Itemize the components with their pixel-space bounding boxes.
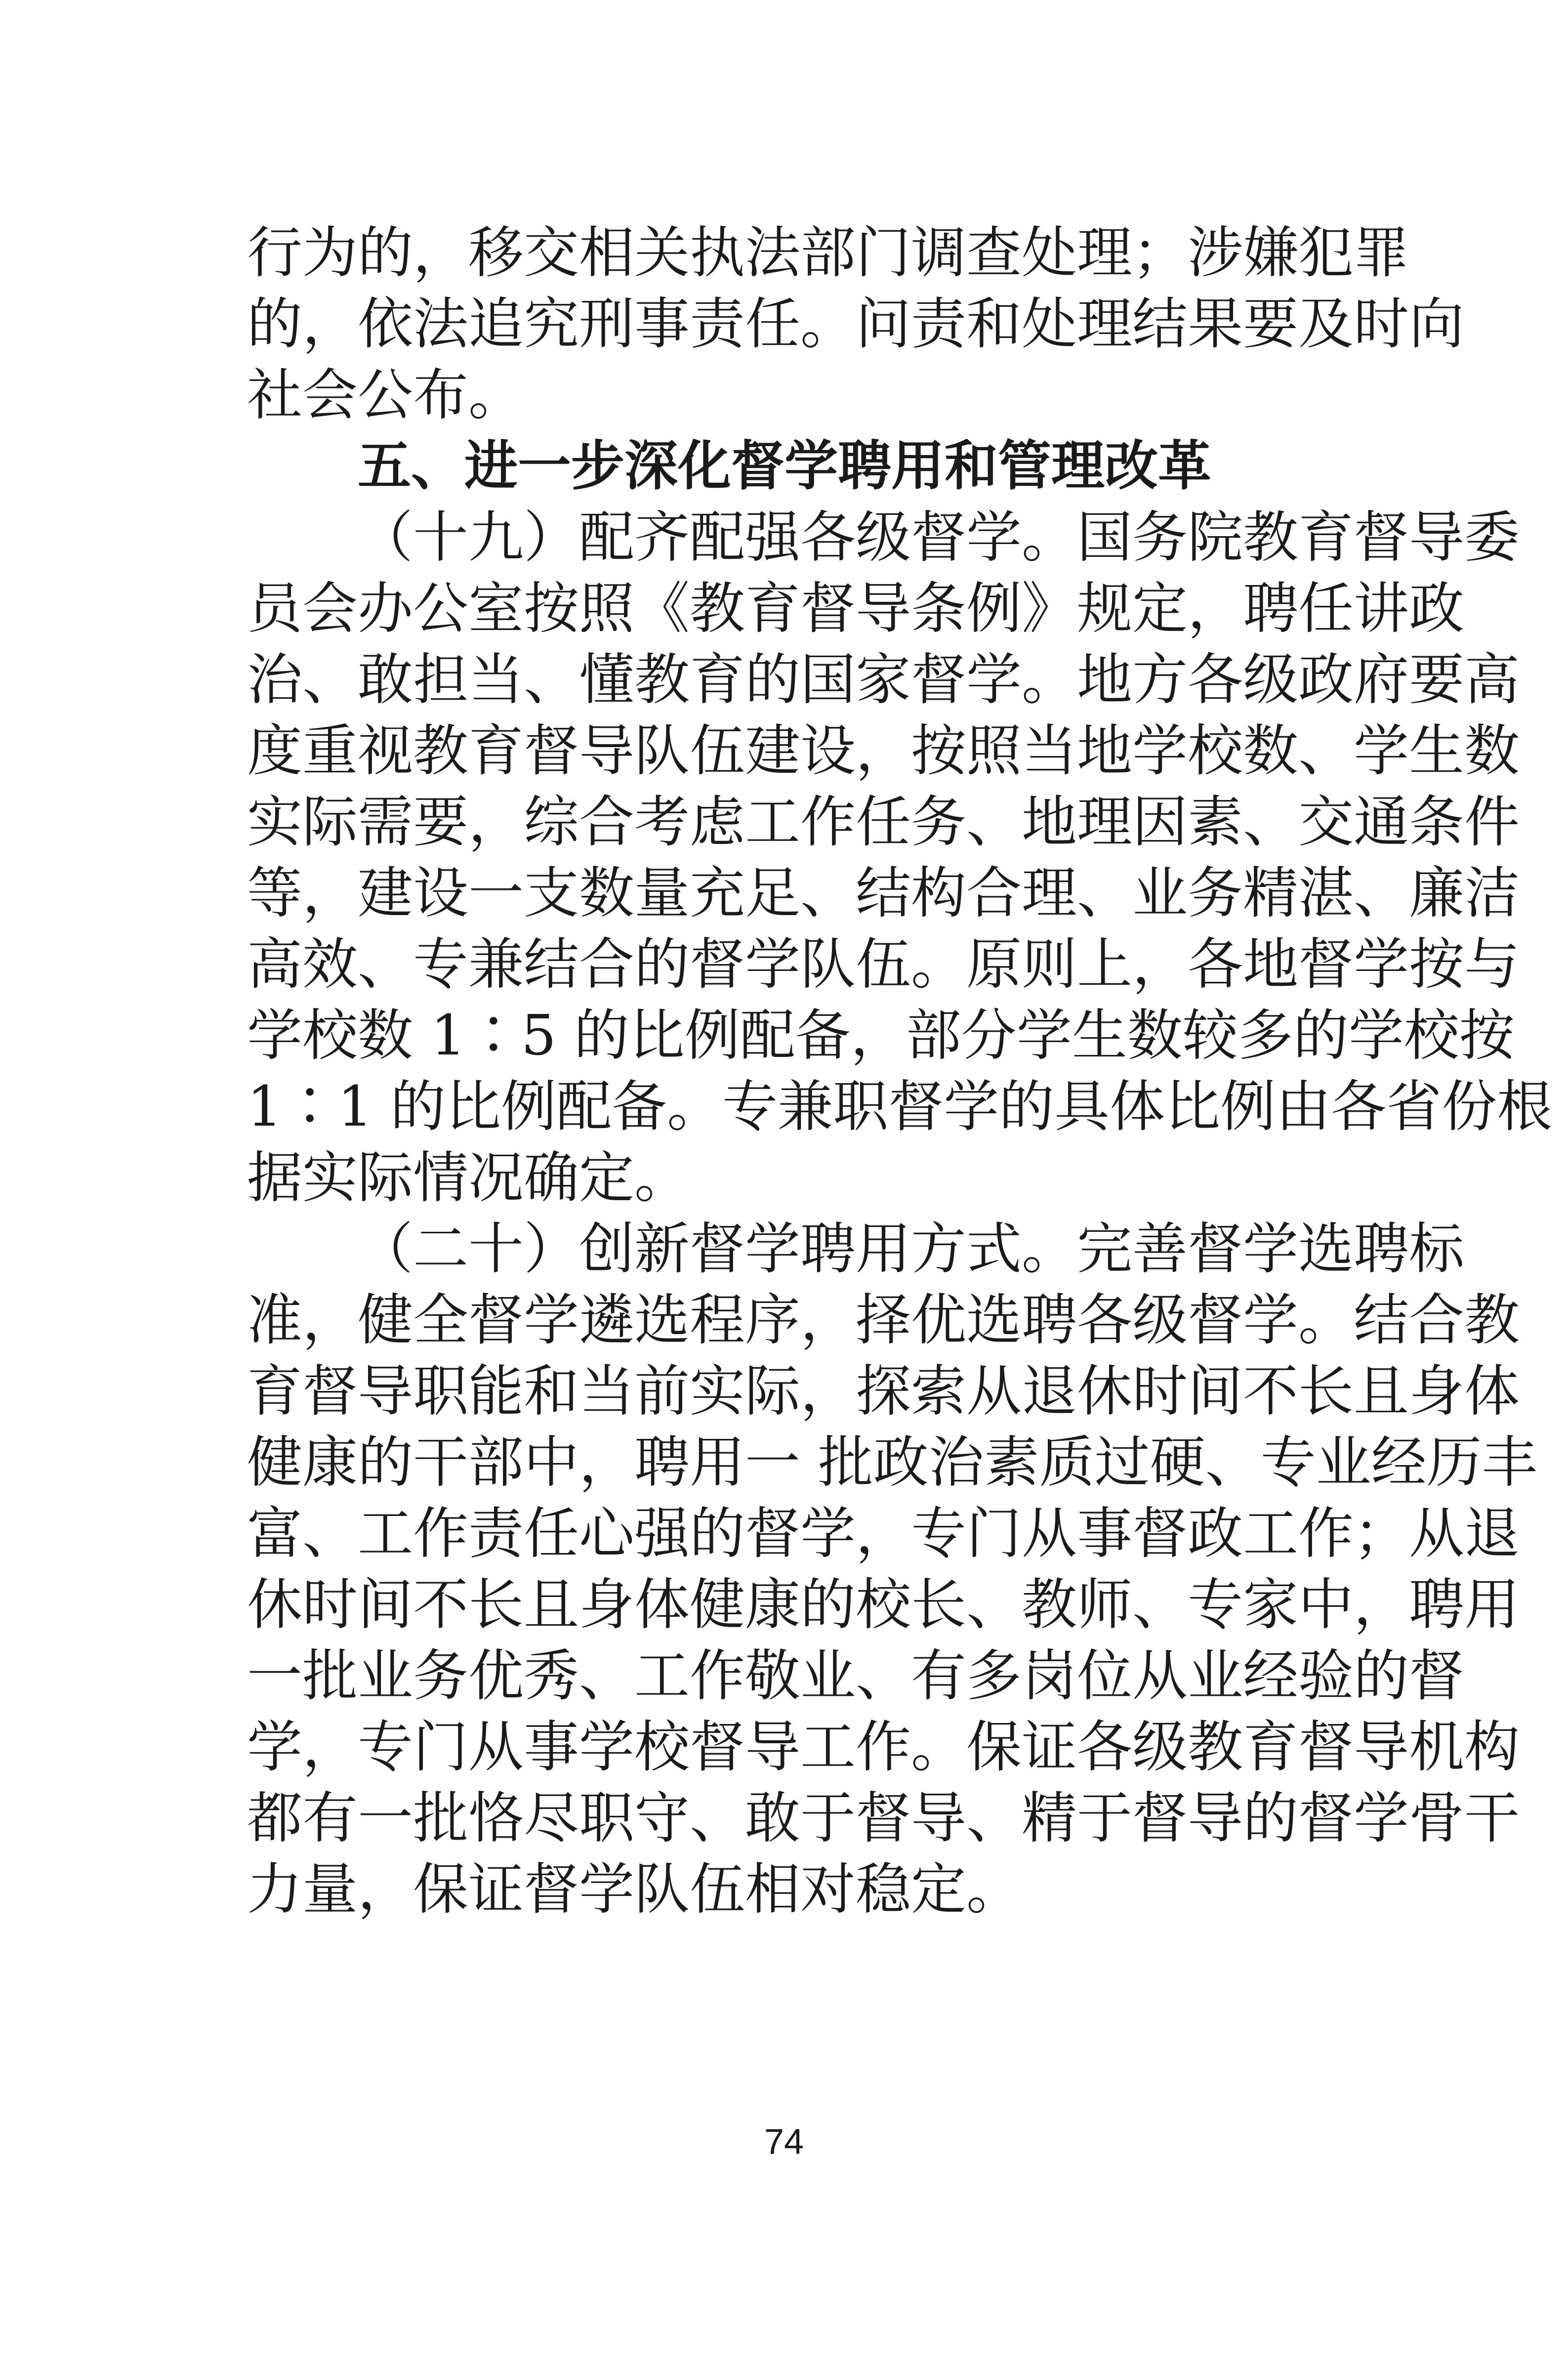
text-line: 度重视教育督导队伍建设，按照当地学校数、学生数 xyxy=(247,719,1520,783)
paragraph-19 xyxy=(247,502,1553,1214)
text-line: 据实际情况确定。 xyxy=(247,1146,690,1210)
text-line: 员会办公室按照《教育督导条例》规定，聘任讲政 xyxy=(247,577,1464,641)
text-line: 准，健全督学遴选程序，择优选聘各级督学。结合教 xyxy=(247,1288,1520,1352)
text-line: 都有一批恪尽职守、敢于督导、精于督导的督学骨干 xyxy=(247,1786,1520,1850)
text-line: 富、工作责任心强的督学，专门从事督政工作；从退 xyxy=(247,1502,1520,1566)
text-line: 社会公布。 xyxy=(247,363,524,427)
text-line: 实际需要，综合考虑工作任务、地理因素、交通条件 xyxy=(247,790,1520,854)
text-line: 高效、专兼结合的督学队伍。原则上，各地督学按与 xyxy=(247,932,1520,997)
document-body xyxy=(247,217,1553,1925)
text-line: 健康的干部中，聘用一 批政治素质过硬、专业经历丰 xyxy=(247,1430,1537,1495)
text-line: 1∶1 的比例配备。专兼职督学的具体比例由各省份根 xyxy=(247,1075,1553,1139)
text-line: 治、敢担当、懂教育的国家督学。地方各级政府要高 xyxy=(247,648,1520,712)
text-line: 等，建设一支数量充足、结构合理、业务精湛、廉洁 xyxy=(247,861,1520,925)
text-line: 学校数 1∶5 的比例配备，部分学生数较多的学校按 xyxy=(247,1004,1515,1068)
text-line: 行为的，移交相关执法部门调查处理；涉嫌犯罪 xyxy=(247,221,1409,285)
text-line: 力量，保证督学队伍相对稳定。 xyxy=(247,1857,1022,1922)
section-heading: 五、进一步深化督学聘用和管理改革 xyxy=(358,435,1212,497)
paragraph-intro xyxy=(247,217,1464,431)
text-line: 休时间不长且身体健康的校长、教师、专家中，聘用 xyxy=(247,1573,1520,1637)
paragraph-20 xyxy=(247,1214,1537,1925)
text-line: 育督导职能和当前实际，探索从退休时间不长且身体 xyxy=(247,1359,1520,1424)
text-line: 的，依法追究刑事责任。问责和处理结果要及时向 xyxy=(247,292,1464,356)
text-line: （十九）配齐配强各级督学。国务院教育督导委 xyxy=(358,505,1520,570)
text-line: 学，专门从事学校督导工作。保证各级教育督导机构 xyxy=(247,1715,1520,1779)
page-number: 74 xyxy=(764,2122,804,2162)
text-line: （二十）创新督学聘用方式。完善督学选聘标 xyxy=(358,1217,1464,1281)
text-line: 一批业务优秀、工作敬业、有多岗位从业经验的督 xyxy=(247,1644,1464,1708)
